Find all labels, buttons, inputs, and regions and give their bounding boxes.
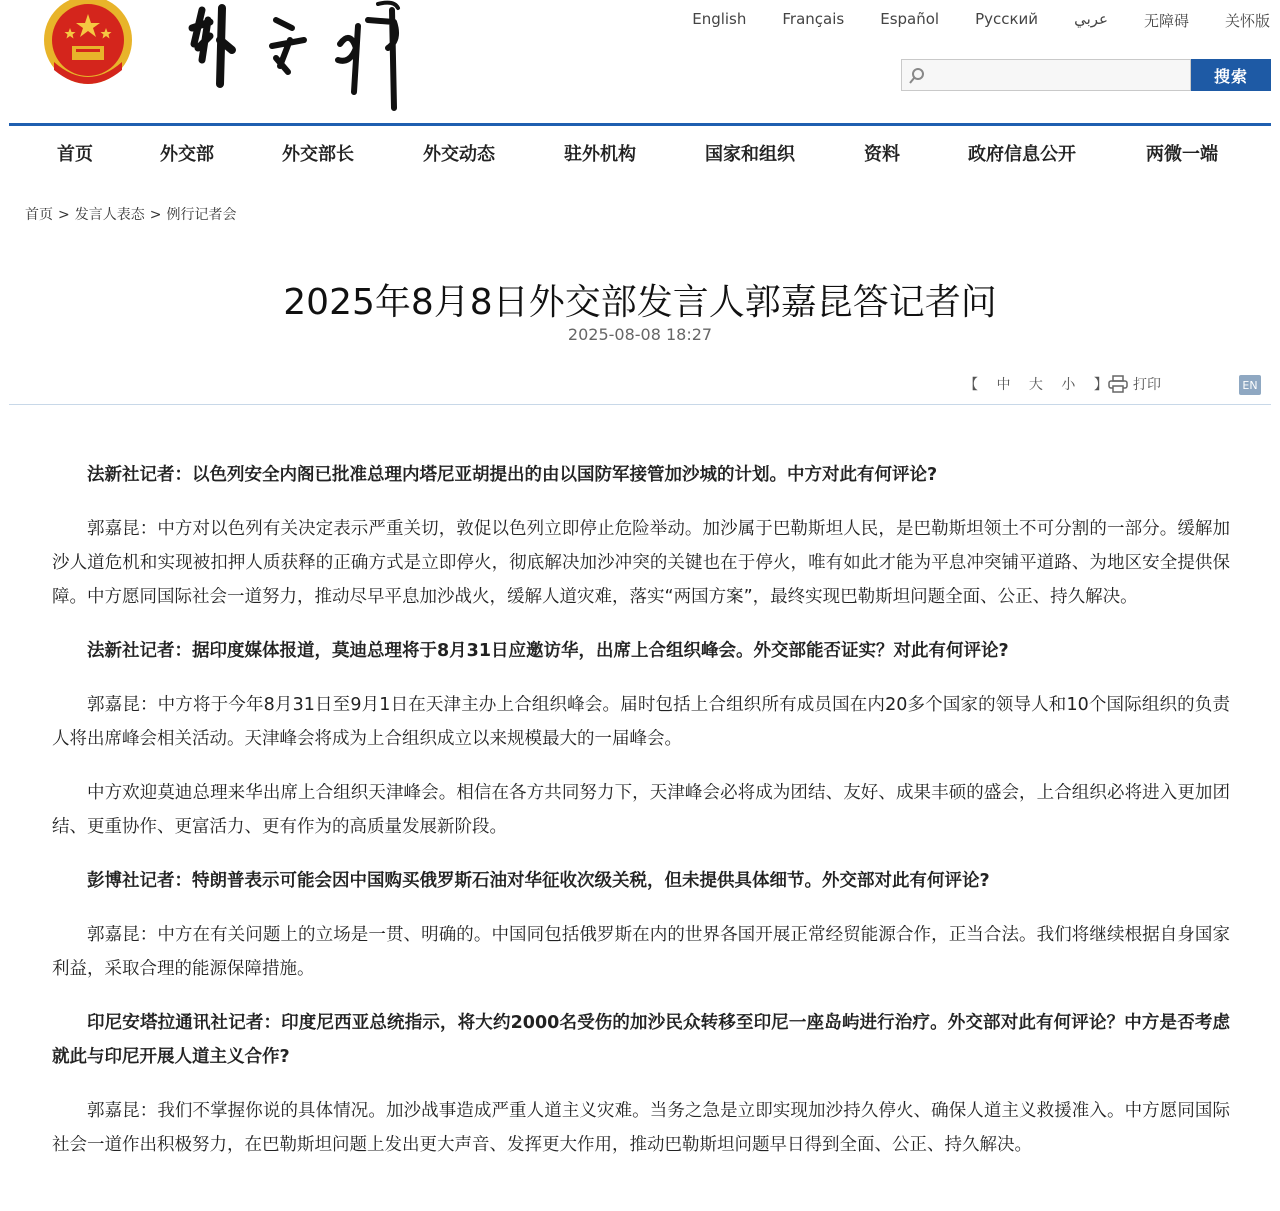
nav-item-gov-info[interactable]: 政府信息公开 [968, 144, 1076, 165]
print-label: 打印 [1133, 377, 1161, 393]
font-size-tools [964, 374, 1122, 394]
answer-paragraph: 中方欢迎莫迪总理来华出席上合组织天津峰会。相信在各方共同努力下，天津峰会必将成为团结、友好、成果丰硕的盛会，上合组织必将进入更加团结、更重协作、更富活力、更有作为的高质量发展新阶段。 [52, 783, 1230, 837]
english-version-button[interactable]: EN [1239, 375, 1261, 395]
font-size-large[interactable]: 大 [1028, 377, 1043, 393]
language-bar [656, 10, 1270, 31]
question-paragraph: 法新社记者：据印度媒体报道，莫迪总理将于8月31日应邀访华，出席上合组织峰会。外交部能否证实？对此有何评论? [87, 641, 1009, 661]
nav-item-resources[interactable]: 资料 [864, 144, 900, 165]
national-emblem-icon[interactable] [40, 0, 136, 88]
breadcrumb-separator: > [149, 207, 162, 223]
lang-french-link[interactable]: Français [782, 10, 845, 28]
breadcrumb-separator: > [58, 207, 70, 223]
search-icon [908, 67, 926, 85]
bracket-open: 【 [964, 377, 978, 393]
nav-item-news[interactable]: 外交动态 [423, 144, 495, 165]
search-box [901, 59, 1271, 93]
breadcrumb [25, 204, 236, 224]
content-divider [9, 404, 1271, 405]
nav-item-home[interactable]: 首页 [57, 144, 93, 165]
search-input[interactable] [901, 59, 1191, 91]
accessibility-link[interactable]: 无障碍 [1143, 12, 1189, 30]
breadcrumb-press-conference[interactable]: 例行记者会 [166, 207, 237, 223]
answer-paragraph: 郭嘉昆：我们不掌握你说的具体情况。加沙战事造成严重人道主义灾难。当务之急是立即实现加沙持久停火、确保人道主义救援准入。中方愿同国际社会一道作出积极努力，在巴勒斯坦问题上发出更大声音、发挥更大作用，推动巴勒斯坦问题早日得到全面、公正、持久解决。 [52, 1101, 1230, 1155]
breadcrumb-home[interactable]: 首页 [25, 207, 53, 223]
lang-english-link[interactable]: English [692, 10, 747, 28]
lang-spanish-link[interactable]: Español [880, 10, 940, 28]
lang-arabic-link[interactable]: عربي [1074, 10, 1108, 28]
nav-item-minister[interactable]: 外交部长 [282, 144, 354, 165]
site-header [0, 0, 1280, 125]
breadcrumb-spokesperson[interactable]: 发言人表态 [74, 207, 145, 223]
nav-item-countries[interactable]: 国家和组织 [705, 144, 795, 165]
care-mode-link[interactable]: 关怀版 [1224, 12, 1270, 30]
nav-item-social[interactable]: 两微一端 [1146, 144, 1218, 165]
answer-paragraph: 郭嘉昆：中方对以色列有关决定表示严重关切，敦促以色列立即停止危险举动。加沙属于巴勒斯坦人民，是巴勒斯坦领土不可分割的一部分。缓解加沙人道危机和实现被扣押人质获释的正确方式是立即停火，彻底解决加沙冲突的关键也在于停火，唯有如此才能为平息冲突铺平道路、为地区安全提供保障。中方愿同国际社会一道努力，推动尽早平息加沙战火，缓解人道灾难，落实“两国方案”，最终实现巴勒斯坦问题全面、公正、持久解决。 [52, 519, 1230, 607]
font-size-small[interactable]: 小 [1061, 377, 1076, 393]
nav-item-missions[interactable]: 驻外机构 [564, 144, 636, 165]
answer-paragraph: 郭嘉昆：中方在有关问题上的立场是一贯、明确的。中国同包括俄罗斯在内的世界各国开展正常经贸能源合作，正当合法。我们将继续根据自身国家利益，采取合理的能源保障措施。 [52, 925, 1230, 979]
question-paragraph: 彭博社记者：特朗普表示可能会因中国购买俄罗斯石油对华征收次级关税，但未提供具体细节。外交部对此有何评论? [87, 871, 990, 891]
font-size-medium[interactable]: 中 [996, 377, 1011, 393]
publish-date: 2025-08-08 18:27 [567, 325, 713, 344]
main-nav [0, 126, 1280, 178]
page-title: 2025年8月8日外交部发言人郭嘉昆答记者问 [283, 282, 997, 324]
lang-russian-link[interactable]: Русский [975, 10, 1039, 28]
nav-item-ministry[interactable]: 外交部 [160, 144, 214, 165]
question-paragraph: 法新社记者：以色列安全内阁已批准总理内塔尼亚胡提出的由以国防军接管加沙城的计划。中方对此有何评论? [87, 465, 938, 485]
printer-icon [1108, 375, 1128, 393]
question-paragraph: 印尼安塔拉通讯社记者：印度尼西亚总统指示，将大约2000名受伤的加沙民众转移至印尼一座岛屿进行治疗。外交部对此有何评论？中方是否考虑就此与印尼开展人道主义合作? [52, 1013, 1230, 1067]
bracket-close: 】 [1093, 377, 1108, 393]
print-button[interactable] [1108, 374, 1161, 394]
answer-paragraph: 郭嘉昆：中方将于今年8月31日至9月1日在天津主办上合组织峰会。届时包括上合组织所有成员国在内20多个国家的领导人和10个国际组织的负责人将出席峰会相关活动。天津峰会将成为上合组织成立以来规模最大的一届峰会。 [52, 695, 1230, 749]
ministry-calligraphy-logo[interactable] [180, 0, 420, 112]
article-body [52, 458, 1230, 1182]
search-button[interactable]: 搜索 [1191, 59, 1271, 91]
